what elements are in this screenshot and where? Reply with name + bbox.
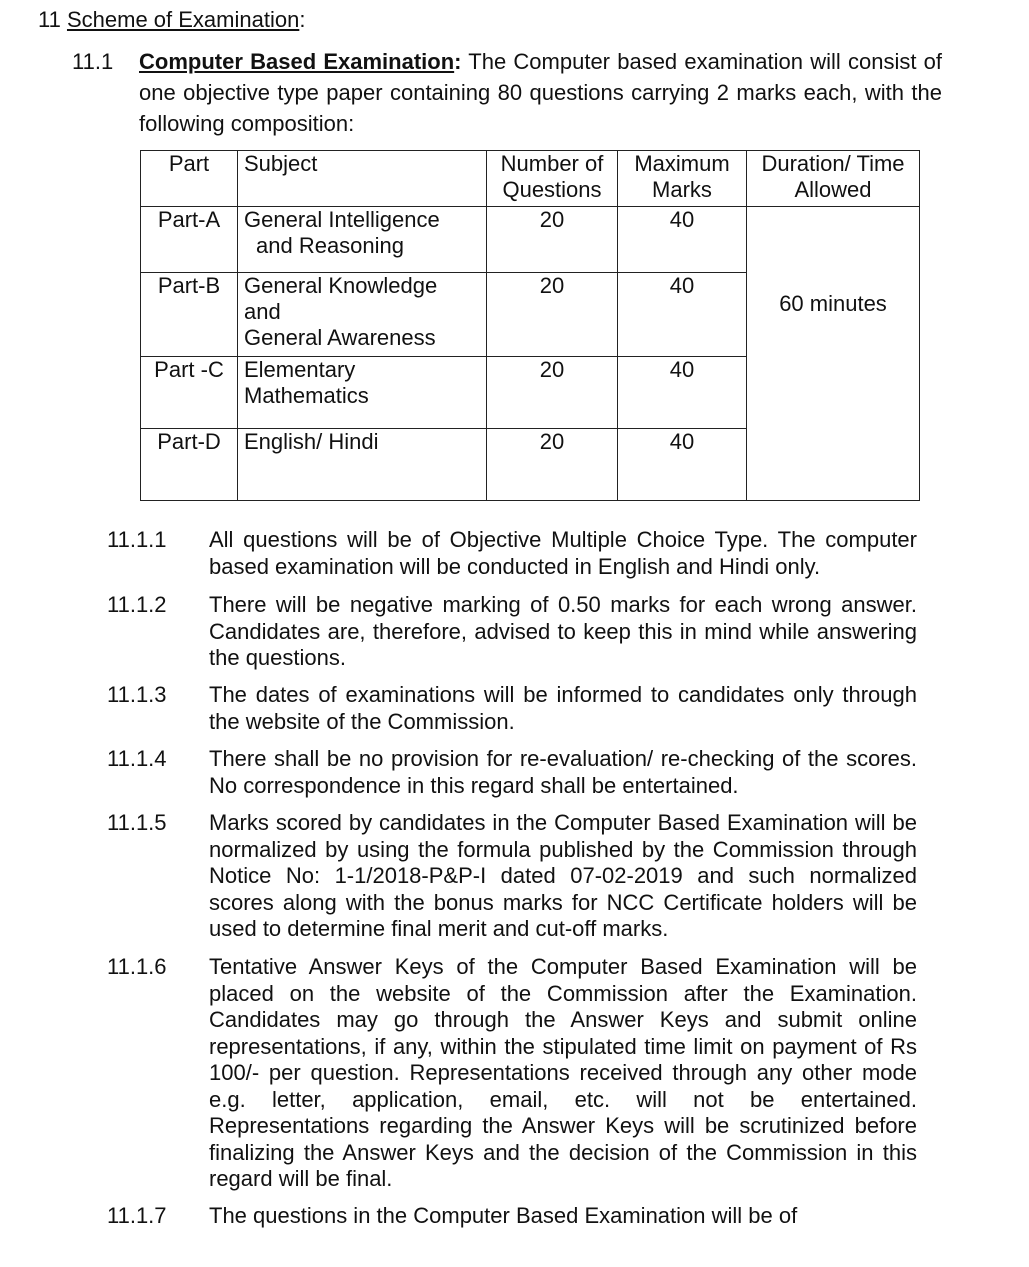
item-text: The dates of examinations will be informed to candidates only through the website of the Commission. xyxy=(209,682,917,734)
row-marks: 40 xyxy=(618,429,747,501)
item-text: Marks scored by candidates in the Computer Based Examination will be normalized by using the formula published by the Commission through Notice No: 1-1/2018-P&P-I dated 07-02-2019 and such normalized scores along with the bonus marks for NCC Certificate holders will be used to determine final merit and cut-off marks. xyxy=(209,810,917,941)
row-marks: 40 xyxy=(618,273,747,357)
row-subject: Elementary Mathematics xyxy=(238,357,487,429)
list-item xyxy=(107,527,917,580)
row-marks: 40 xyxy=(618,357,747,429)
table-header-row xyxy=(141,151,920,207)
header-questions: Number of Questions xyxy=(487,151,618,207)
row-questions: 20 xyxy=(487,273,618,357)
item-text: All questions will be of Objective Multiple Choice Type. The computer based examination will be conducted in English and Hindi only. xyxy=(209,527,917,579)
list-item xyxy=(107,592,917,672)
item-number: 11.1.3 xyxy=(107,682,167,707)
duration-value: 60 minutes xyxy=(747,207,920,501)
row-part: Part-A xyxy=(141,207,238,273)
item-number: 11.1.7 xyxy=(107,1203,167,1228)
header-part: Part xyxy=(141,151,238,207)
row-part: Part-D xyxy=(141,429,238,501)
list-item xyxy=(107,746,917,799)
list-item xyxy=(107,682,917,735)
section-number: 11 xyxy=(38,7,61,32)
list-item xyxy=(107,1203,917,1230)
subsection-body: Computer Based Examination: The Computer based examination will consist of one objective type paper containing 80 questions carrying 2 marks each, with the following composition: xyxy=(139,49,943,136)
item-number: 11.1.6 xyxy=(107,954,167,979)
item-text: There shall be no provision for re-evaluation/ re-checking of the scores. No correspondence in this regard shall be entertained. xyxy=(209,746,917,798)
item-text: Tentative Answer Keys of the Computer Based Examination will be placed on the website of the Commission after the Examination. Candidates may go through the Answer Keys and submit online representations, if any, within the stipulated time limit on payment of Rs 100/- per question. Representations received through any other mode e.g. letter, application, email, etc. will not be entertained. Representations regarding the Answer Keys will be scrutinized before finalizing the Answer Keys and the decision of the Commission in this regard will be final. xyxy=(209,954,917,1191)
row-subject: General Knowledge and General Awareness xyxy=(238,273,487,357)
list-item xyxy=(107,810,917,943)
item-number: 11.1.5 xyxy=(107,810,167,835)
item-text: The questions in the Computer Based Examination will be of xyxy=(209,1203,798,1228)
header-subject: Subject xyxy=(238,151,487,207)
item-number: 11.1.1 xyxy=(107,527,167,552)
list-item xyxy=(107,954,917,1193)
row-part: Part-B xyxy=(141,273,238,357)
table-row xyxy=(141,207,920,273)
row-questions: 20 xyxy=(487,357,618,429)
row-questions: 20 xyxy=(487,207,618,273)
section-heading: 11 Scheme of Examination: xyxy=(38,7,306,32)
subsection-title: Computer Based Examination xyxy=(139,49,455,74)
item-number: 11.1.4 xyxy=(107,746,167,771)
subsection-intro xyxy=(72,46,942,139)
row-subject: General Intelligence and Reasoning xyxy=(238,207,487,273)
row-subject: English/ Hindi xyxy=(238,429,487,501)
header-marks: Maximum Marks xyxy=(618,151,747,207)
section-title: Scheme of Examination xyxy=(66,7,300,32)
item-number: 11.1.2 xyxy=(107,592,167,617)
row-questions: 20 xyxy=(487,429,618,501)
row-part: Part -C xyxy=(141,357,238,429)
row-marks: 40 xyxy=(618,207,747,273)
subsection-text: The Computer based examination will consist of one objective type paper containing 80 questions carrying 2 marks each, with the following composition: xyxy=(139,49,943,136)
subsection-number: 11.1 xyxy=(72,49,114,74)
item-text: There will be negative marking of 0.50 marks for each wrong answer. Candidates are, therefore, advised to keep this in mind while answering the questions. xyxy=(209,592,917,670)
exam-composition-table xyxy=(140,150,920,501)
header-duration: Duration/ Time Allowed xyxy=(747,151,920,207)
